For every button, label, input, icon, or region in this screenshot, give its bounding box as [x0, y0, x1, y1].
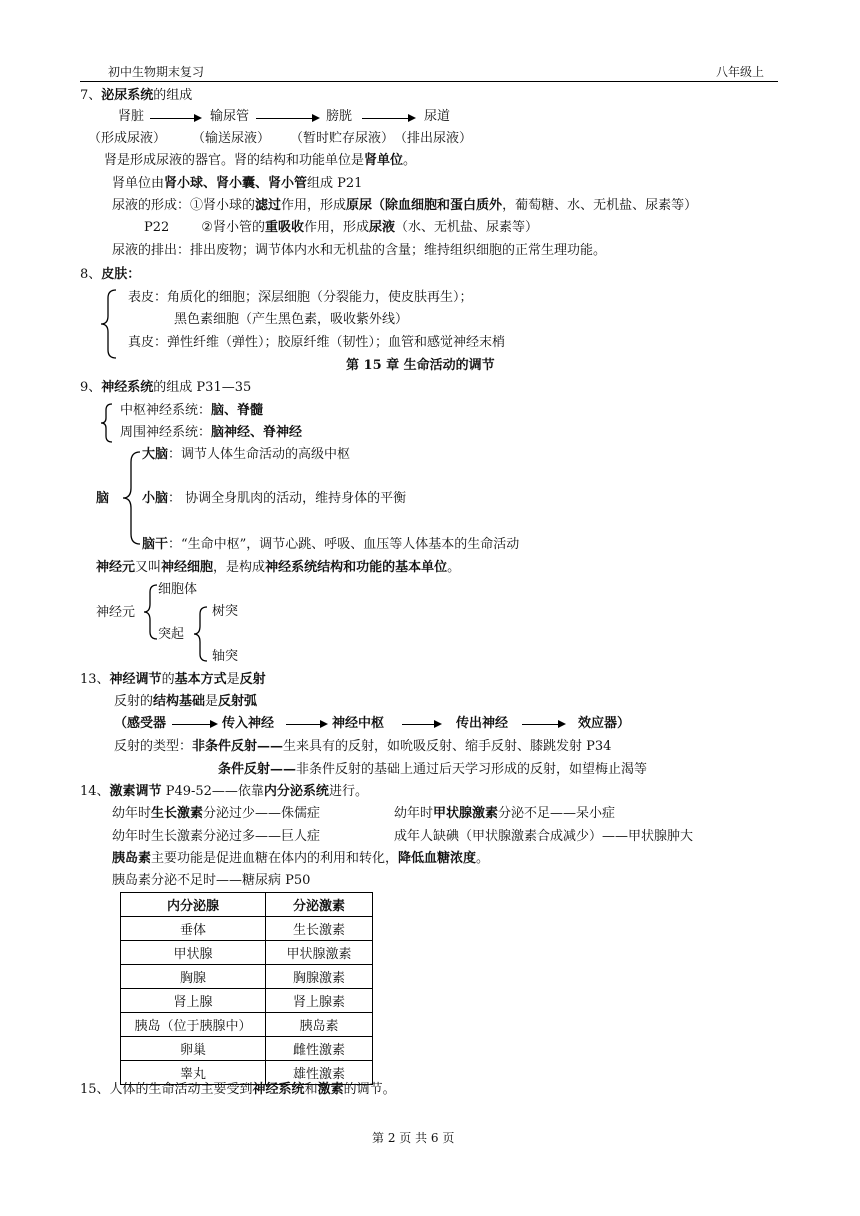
nephron-line: 肾单位由肾小球、肾小囊、肾小管组成 P21 [112, 176, 363, 191]
section-13-heading: 13、神经调节的基本方式是反射 [80, 672, 266, 687]
brain-label: 脑 [96, 491, 110, 506]
arc-effector: 效应器） [578, 716, 631, 731]
table-row [121, 1061, 373, 1085]
section-14-heading: 14、激素调节 P49-52——依靠内分泌系统进行。 [80, 784, 368, 799]
cns-line: 中枢神经系统：脑、脊髓 [120, 403, 264, 418]
table-header-gland: 内分泌腺 [121, 893, 266, 917]
pns-line: 周围神经系统：脑神经、脊神经 [120, 425, 303, 440]
axon-label: 轴突 [212, 649, 239, 664]
organ-ureter: 输尿管 [210, 109, 250, 124]
cell-body-label: 细胞体 [158, 582, 198, 597]
epidermis-line: 表皮：角质化的细胞；深层细胞（分裂能力，使皮肤再生）； [128, 290, 473, 305]
hormone-cell: 胸腺激素 [266, 965, 373, 989]
process-label: 突起 [158, 627, 185, 642]
reflex-type-1: 反射的类型：非条件反射——生来具有的反射，如吮吸反射、缩手反射、膝跳发射 P34 [114, 739, 612, 754]
header-rule [80, 81, 778, 82]
gland-cell: 甲状腺 [121, 941, 266, 965]
table-row [121, 989, 373, 1013]
section-7-heading: 7、泌尿系统的组成 [80, 88, 193, 103]
table-row [121, 1013, 373, 1037]
hormone-cell: 肾上腺素 [266, 989, 373, 1013]
table-row [121, 1037, 373, 1061]
melanocyte-line: 黑色素细胞（产生黑色素，吸收紫外线） [174, 312, 409, 327]
func-store: （暂时贮存尿液） [290, 131, 395, 146]
diabetes-line: 胰岛素分泌不足时——糖尿病 P50 [112, 873, 311, 888]
table-header-row [121, 893, 373, 917]
flow-arrow [256, 118, 318, 119]
hormone-cell: 雄性激素 [266, 1061, 373, 1085]
neuron-brace [140, 582, 160, 642]
urine-form-1: 尿液的形成：①肾小球的滤过作用，形成原尿（除血细胞和蛋白质外，葡萄糖、水、无机盐、尿素等） [112, 198, 698, 213]
gland-hormone-table [120, 892, 373, 1085]
func-form: （形成尿液） [88, 131, 167, 146]
neuron-label: 神经元 [96, 605, 136, 620]
gh-excess: 幼年时生长激素分泌过多——巨人症 [112, 829, 321, 844]
dermis-line: 真皮：弹性纤维（弹性）；胶原纤维（韧性）；血管和感觉神经末梢 [128, 335, 506, 350]
insulin-line: 胰岛素主要功能是促进血糖在体内的利用和转化，降低血糖浓度。 [112, 851, 490, 866]
hormone-cell: 甲状腺激素 [266, 941, 373, 965]
gland-cell: 垂体 [121, 917, 266, 941]
header-right: 八年级上 [716, 65, 765, 79]
page-number: 第 2 页 共 6 页 [372, 1131, 455, 1145]
neuron-line: 神经元又叫神经细胞，是构成神经系统结构和功能的基本单位。 [96, 560, 461, 575]
hormone-cell: 生长激素 [266, 917, 373, 941]
table-row [121, 917, 373, 941]
flow-arrow [150, 118, 200, 119]
organ-urethra: 尿道 [424, 109, 451, 124]
cerebellum-line: 小脑： 协调全身肌肉的活动，维持身体的平衡 [142, 491, 407, 506]
section-8-heading: 8、皮肤： [80, 267, 141, 282]
flow-arrow [362, 118, 414, 119]
brainstem-line: 脑干：“生命中枢”，调节心跳、呼吸、血压等人体基本的生命活动 [142, 537, 520, 552]
reflex-type-2: 条件反射——非条件反射的基础上通过后天学习形成的反射，如望梅止渴等 [218, 762, 648, 777]
process-brace [190, 604, 210, 664]
header-left: 初中生物期末复习 [108, 65, 205, 79]
table-header-hormone: 分泌激素 [266, 893, 373, 917]
nervous-brace [98, 402, 116, 444]
gland-cell: 胸腺 [121, 965, 266, 989]
brain-brace [118, 448, 144, 548]
iodine-deficit: 成年人缺碘（甲状腺激素合成减少）——甲状腺肿大 [394, 829, 694, 844]
section-15-line: 15、人体的生命活动主要受到神经系统和激素的调节。 [80, 1082, 396, 1097]
urine-form-2: P22 ②肾小管的重吸收作用，形成尿液（水、无机盐、尿素等） [144, 220, 539, 235]
arc-afferent: 传入神经 [222, 716, 275, 731]
section-9-heading: 9、神经系统的组成 P31—35 [80, 380, 252, 395]
cerebrum-line: 大脑：调节人体生命活动的高级中枢 [142, 447, 351, 462]
skin-brace [98, 288, 120, 360]
organ-kidney: 肾脏 [118, 109, 145, 124]
arc-center: 神经中枢 [332, 716, 385, 731]
dendrite-label: 树突 [212, 604, 239, 619]
arc-arrow [522, 724, 564, 725]
gh-deficit: 幼年时生长激素分泌过少——侏儒症 [112, 806, 321, 821]
arc-receptor: （感受器 [114, 716, 167, 731]
thyroid-deficit: 幼年时甲状腺激素分泌不足——呆小症 [394, 806, 616, 821]
arc-efferent: 传出神经 [456, 716, 509, 731]
arc-arrow [402, 724, 440, 725]
kidney-line: 肾是形成尿液的器官。肾的结构和功能单位是肾单位。 [104, 153, 417, 168]
arc-arrow [286, 724, 326, 725]
func-transport: （输送尿液） [192, 131, 271, 146]
hormone-cell: 胰岛素 [266, 1013, 373, 1037]
table-row [121, 965, 373, 989]
hormone-cell: 雌性激素 [266, 1037, 373, 1061]
gland-cell: 肾上腺 [121, 989, 266, 1013]
arc-arrow [172, 724, 216, 725]
func-excrete: （排出尿液） [394, 131, 473, 146]
urine-excrete: 尿液的排出：排出废物；调节体内水和无机盐的含量；维持组织细胞的正常生理功能。 [112, 243, 607, 258]
organ-bladder: 膀胱 [326, 109, 353, 124]
gland-cell: 卵巢 [121, 1037, 266, 1061]
reflex-basis: 反射的结构基础是反射弧 [114, 694, 258, 709]
table-row [121, 941, 373, 965]
chapter-title: 第 15 章 生命活动的调节 [346, 358, 495, 373]
gland-cell: 胰岛（位于胰腺中） [121, 1013, 266, 1037]
gland-cell: 睾丸 [121, 1061, 266, 1085]
